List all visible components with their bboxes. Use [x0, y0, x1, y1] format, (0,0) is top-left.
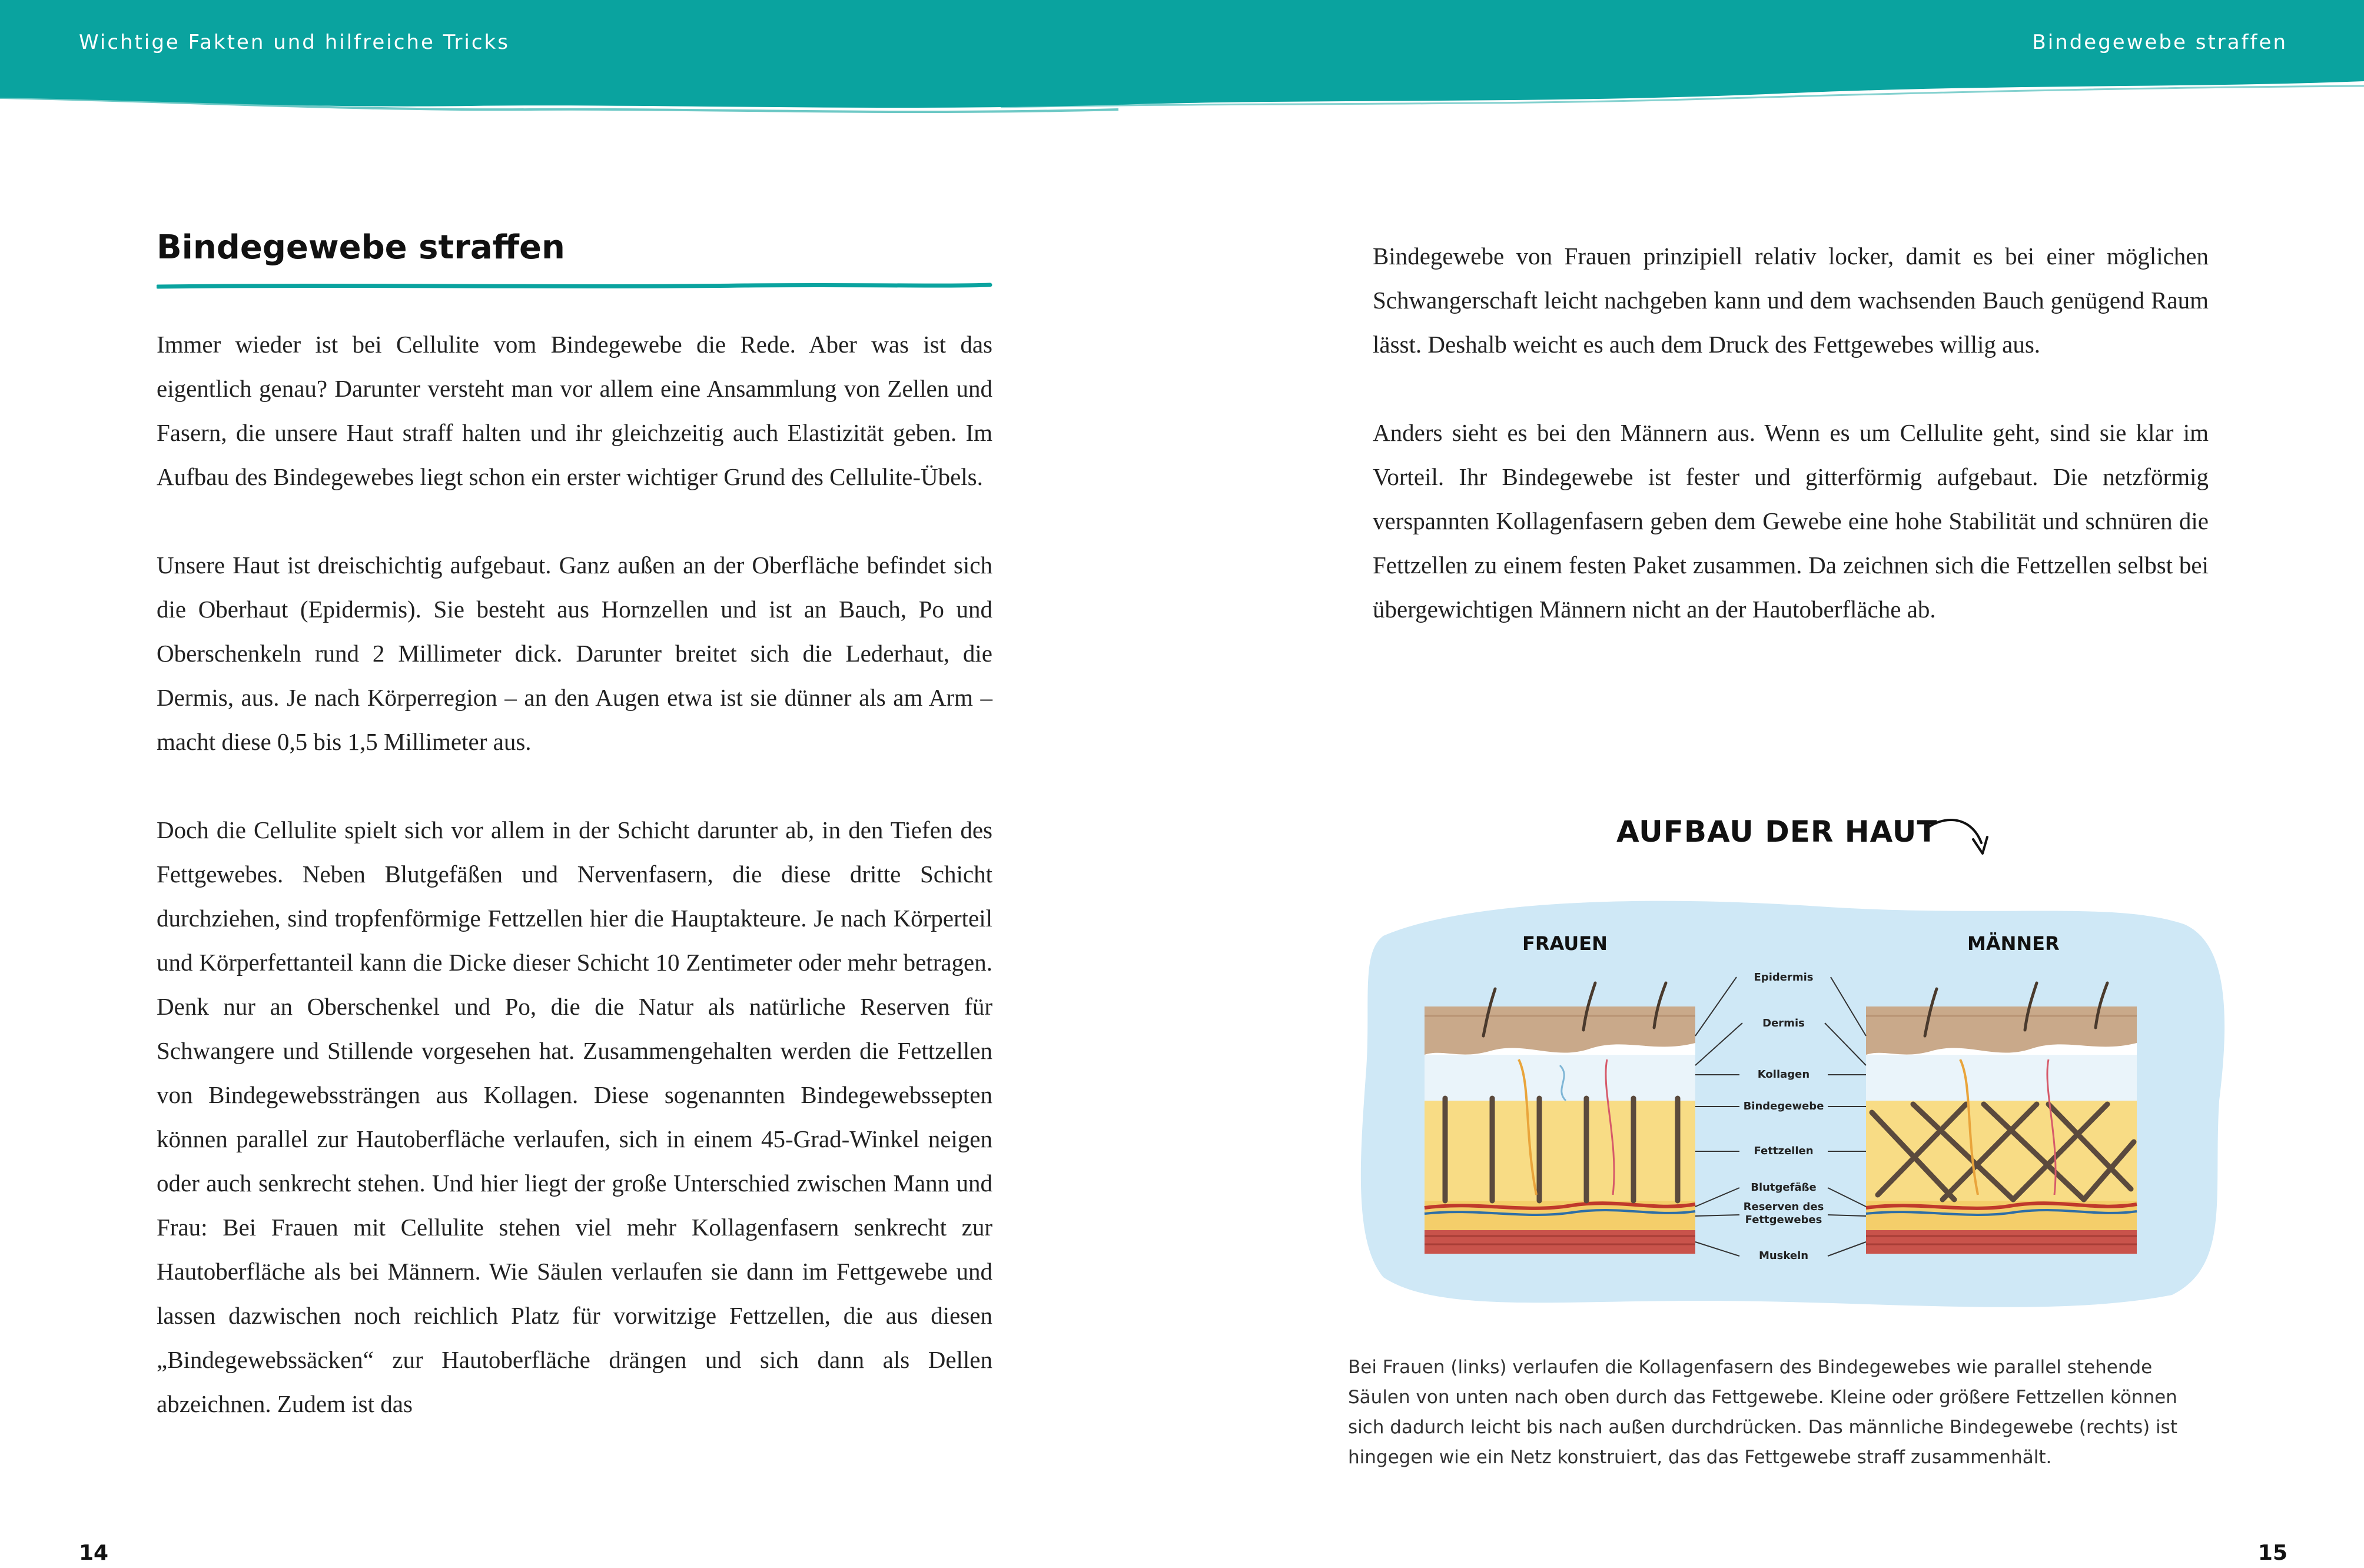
men-label: MÄNNER	[1967, 932, 2060, 955]
page-number-right: 15	[2257, 1541, 2287, 1565]
layer-label-fettzellen: Fettzellen	[1754, 1145, 1814, 1157]
paragraph: Bindegewebe von Frauen prinzipiell relativ locker, damit es bei einer möglichen Schwangerschaft leicht nachgeben kann und dem wachsenden Bauch genügend Raum lässt. Deshalb weicht es auch dem Druck des Fettgewebes willig aus.	[1373, 242, 2209, 358]
running-header-right: Bindegewebe straffen	[2032, 31, 2287, 54]
layer-label-bindegewebe: Bindegewebe	[1743, 1100, 1824, 1112]
paragraph: Anders sieht es bei den Männern aus. Wenn es um Cellulite geht, sind sie klar im Vorteil. Ihr Bindegewebe ist fester und gitterförmig aufgebaut. Die netzförmig verspannten Kollagenfasern geben dem Gewebe eine hohe Stabilität und schnüren die Fettzellen zu einem festen Paket zusammen. Da zeichnen sich die Fettzellen selbst bei übergewichtigen Männern nicht an der Hautoberfläche ab.	[1373, 419, 2209, 623]
running-header-left: Wichtige Fakten und hilfreiche Tricks	[79, 31, 510, 54]
left-text-column	[157, 323, 992, 1470]
figure-title: AUFBAU DER HAUT	[1616, 815, 1938, 849]
section-title: Bindegewebe straffen	[157, 228, 565, 267]
layer-label-dermis: Dermis	[1762, 1017, 1805, 1029]
women-label: FRAUEN	[1522, 932, 1608, 955]
women-skin-block	[1425, 983, 1695, 1254]
figure-caption: Bei Frauen (links) verlaufen die Kollagenfasern des Bindegewebes wie parallel stehende Säulen von unten nach oben durch das Fettgewebe. Kleine oder größere Fettzellen können sich dadurch leicht bis nach außen durchdrücken. Das männliche Bindegewebe (rechts) ist hingegen wie ein Netz konstruiert, das das Fettgewebe straff zusammenhält.	[1348, 1357, 2177, 1468]
layer-label-blutgefaesse: Blutgefäße	[1751, 1181, 1817, 1194]
men-skin-block	[1866, 983, 2137, 1254]
right-text-column	[1373, 234, 2209, 676]
title-underline	[157, 281, 992, 291]
paragraph: Doch die Cellulite spielt sich vor allem in der Schicht darunter ab, in den Tiefen des Fettgewebes. Neben Blutgefäßen und Nervenfasern, die diese dritte Schicht durchziehen, sind tropfenförmige Fettzellen hier die Hauptakteure. Je nach Körperteil und Körperfettanteil kann die Dicke dieser Schicht 10 Zentimeter oder mehr betragen. Denk nur an Oberschenkel und Po, die die Natur als natürliche Reserven für Schwangere und Stillende vorgesehen hat. Zusammengehalten werden die Fettzellen von Bindegewebssträngen aus Kollagen. Diese sogenannten Bindegewebssepten können parallel zur Hautoberfläche verlaufen, sich in einem 45-Grad-Winkel neigen oder auch senkrecht stehen. Und hier liegt der große Unterschied zwischen Mann und Frau: Bei Frauen mit Cellulite stehen viel mehr Kollagenfasern senkrecht zur Hautoberfläche als bei Männern. Wie Säulen verlaufen sie dann im Fettgewebe und lassen dazwischen noch reichlich Platz für vorwitzige Fettzellen, die aus diesen „Bindegewebssäcken“ zur Hautoberfläche drängen und sich dann als Dellen abzeichnen. Zudem ist das	[157, 816, 992, 1417]
layer-label-reserven: Reserven des Fettgewebes	[1743, 1201, 1824, 1226]
curved-arrow-icon	[1925, 812, 1996, 865]
layer-label-muskeln: Muskeln	[1758, 1250, 1809, 1262]
paragraph: Unsere Haut ist dreischichtig aufgebaut. Ganz außen an der Oberfläche befindet sich die Oberhaut (Epidermis). Sie besteht aus Hornzellen und ist an Bauch, Po und Oberschenkeln rund 2 Millimeter dick. Darunter breitet sich die Lederhaut, die Dermis, aus. Je nach Körperregion – an den Augen etwa ist sie dünner als am Arm – macht diese 0,5 bis 1,5 Millimeter aus.	[157, 552, 992, 755]
paragraph: Immer wieder ist bei Cellulite vom Bindegewebe die Rede. Aber was ist das eigentlich genau? Darunter versteht man vor allem eine Ansammlung von Zellen und Fasern, die unsere Haut straff halten und ihr gleichzeitig auch Elastizität geben. Im Aufbau des Bindegewebes liegt schon ein erster wichtiger Grund des Cellulite-Übels.	[157, 331, 992, 490]
page-number-left: 14	[79, 1541, 109, 1565]
layer-label-epidermis: Epidermis	[1754, 971, 1814, 984]
layer-label-kollagen: Kollagen	[1757, 1068, 1810, 1081]
skin-structure-figure	[1348, 889, 2231, 1313]
